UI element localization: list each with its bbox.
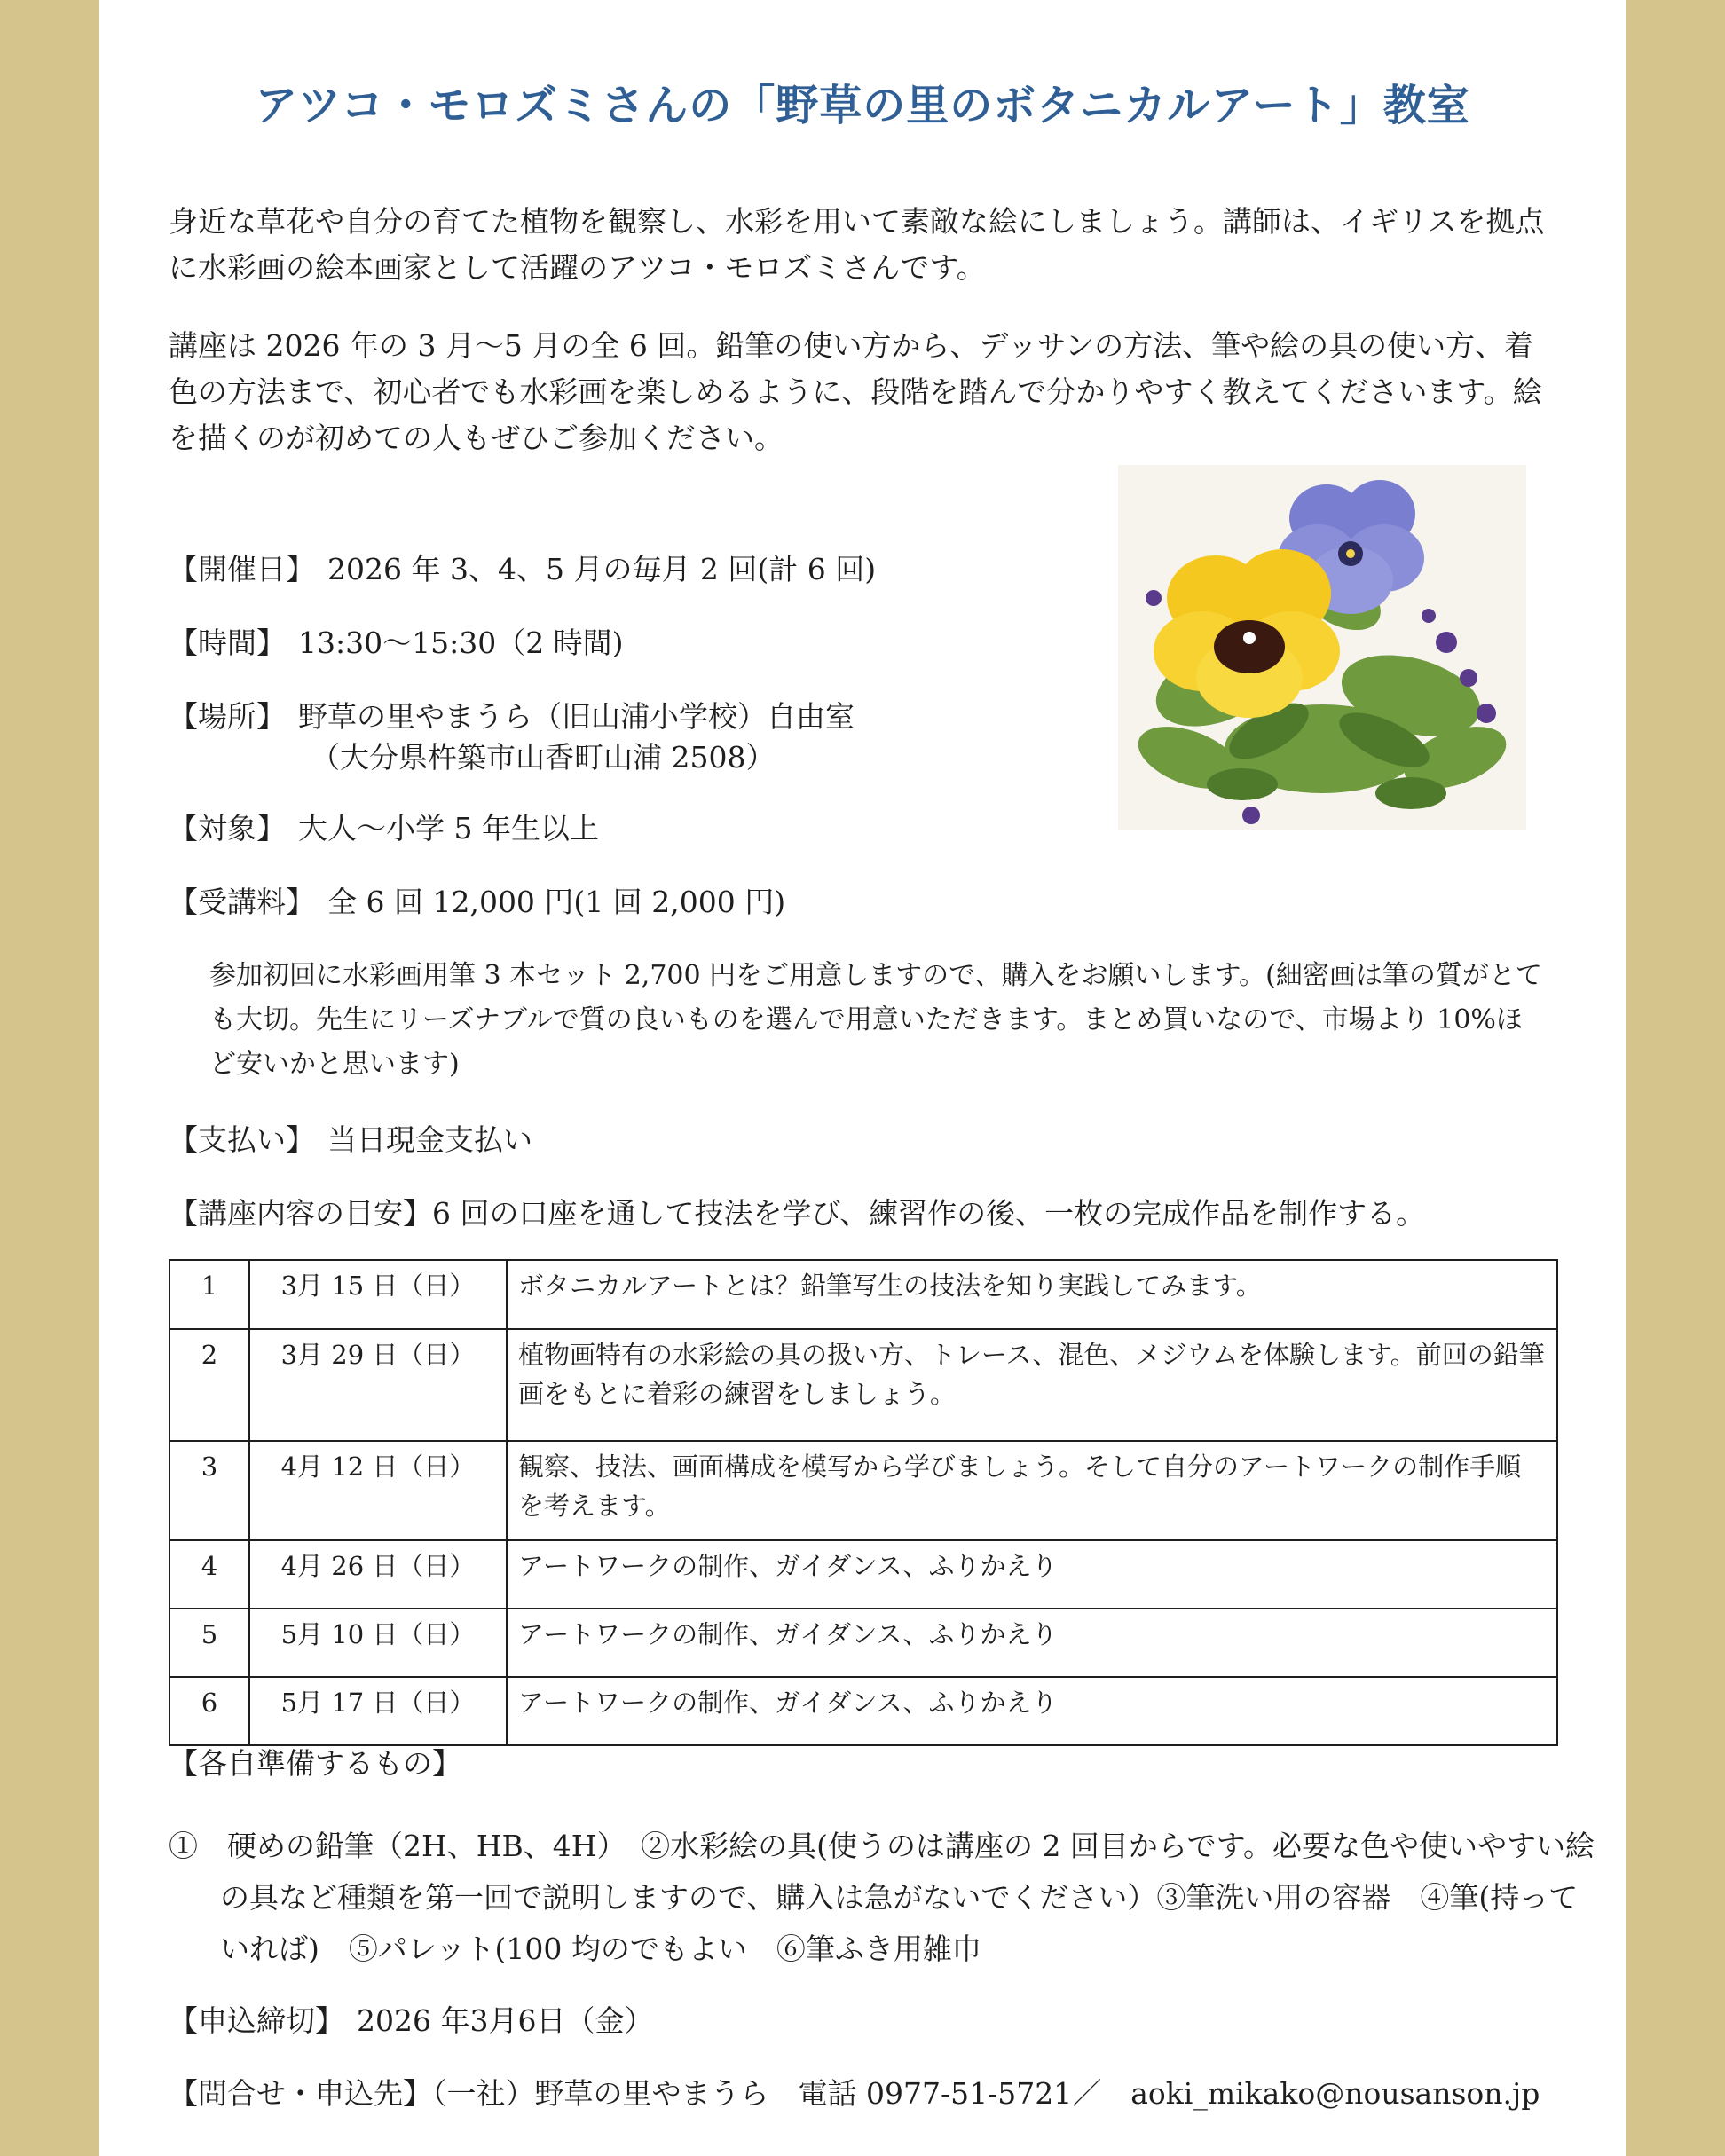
session-date: 3月 29 日（日）: [249, 1329, 507, 1441]
table-row: [169, 1329, 1557, 1441]
info-time: [169, 624, 624, 663]
info-payment-label: 【支払い】: [169, 1122, 315, 1157]
info-time-value: 13:30〜15:30（2 時間): [298, 626, 624, 660]
table-row: [169, 1609, 1557, 1677]
info-target: [169, 809, 599, 848]
info-payment-value: 当日現金支払い: [327, 1122, 532, 1157]
session-content: 観察、技法、画面構成を模写から学びましょう。そして自分のアートワークの制作手順を考えます。: [507, 1441, 1557, 1540]
info-place: [169, 697, 855, 736]
info-course-label: 【講座内容の目安】: [169, 1196, 432, 1231]
info-place-value: 野草の里やまうら（旧山浦小学校）自由室: [298, 699, 855, 734]
info-deadline: [169, 2002, 653, 2041]
session-number: 1: [169, 1260, 249, 1329]
session-number: 5: [169, 1609, 249, 1677]
intro-paragraph-2: 講座は 2026 年の 3 月〜5 月の全 6 回。鉛筆の使い方から、デッサンの方法、筆や絵の具の使い方、着色の方法まで、初心者でも水彩画を楽しめるように、段階を踏んで分かりやすく教えてくださいます。絵を描くのが初めての人もぜひご参加ください。: [169, 328, 1542, 455]
table-row: [169, 1677, 1557, 1745]
info-place-address: （大分県杵築市山香町山浦 2508）: [311, 740, 776, 775]
prep-heading: 【各自準備するもの】: [169, 1746, 461, 1781]
session-number: 3: [169, 1441, 249, 1540]
pansy-illustration: [1118, 465, 1526, 830]
table-row: [169, 1441, 1557, 1540]
intro-paragraph-1: 身近な草花や自分の育てた植物を観察し、水彩を用いて素敵な絵にしましょう。講師は、イギリスを拠点に水彩画の絵本画家として活躍のアツコ・モロズミさんです。: [169, 204, 1545, 285]
info-time-label: 【時間】: [169, 626, 286, 660]
schedule-table: [169, 1259, 1558, 1746]
session-content: アートワークの制作、ガイダンス、ふりかえり: [507, 1609, 1557, 1677]
info-fee-value: 全 6 回 12,000 円(1 回 2,000 円): [327, 885, 786, 919]
info-fee: [169, 883, 785, 922]
session-content: 植物画特有の水彩絵の具の扱い方、トレース、混色、メジウムを体験します。前回の鉛筆画をもとに着彩の練習をしましょう。: [507, 1329, 1557, 1441]
info-fee-label: 【受講料】: [169, 885, 315, 919]
session-number: 6: [169, 1677, 249, 1745]
info-contact-value: （一社）野草の里やまうら 電話 0977-51-5721／ aoki_mikako@nousanson.jp: [432, 2076, 1540, 2111]
info-target-label: 【対象】: [169, 811, 286, 846]
table-row: [169, 1260, 1557, 1329]
session-date: 3月 15 日（日）: [249, 1260, 507, 1329]
info-deadline-label: 【申込締切】: [169, 2003, 344, 2038]
info-contact: [169, 2074, 1540, 2113]
flyer-page: [99, 0, 1626, 2156]
session-content: アートワークの制作、ガイダンス、ふりかえり: [507, 1540, 1557, 1609]
info-contact-label: 【問合せ・申込先】: [169, 2076, 432, 2111]
table-row: [169, 1540, 1557, 1609]
info-date-label: 【開催日】: [169, 552, 315, 586]
info-deadline-value: 2026 年3月6日（金）: [357, 2003, 654, 2038]
fee-note: 参加初回に水彩画用筆 3 本セット 2,700 円をご用意しますので、購入をお願いします。(細密画は筆の質がとても大切。先生にリーズナブルで質の良いものを選んで用意いただきます。まとめ買いなので、市場より 10%ほど安いかと思います): [209, 960, 1542, 1080]
info-course-value: 6 回の口座を通して技法を学び、練習作の後、一枚の完成作品を制作する。: [432, 1196, 1426, 1231]
session-content: アートワークの制作、ガイダンス、ふりかえり: [507, 1677, 1557, 1745]
prep-items: ① 硬めの鉛筆（2H、HB、4H） ②水彩絵の具(使うのは講座の 2 回目からです。必要な色や使いやすい絵の具など種類を第一回で説明しますので、購入は急がないでください）③筆洗い用の容器 ④筆(持っていれば) ⑤パレット(100 均のでもよい ⑥筆ふき用雑巾: [169, 1829, 1595, 1966]
session-content: ボタニカルアートとは？鉛筆写生の技法を知り実践してみます。: [507, 1260, 1557, 1329]
info-date: [169, 550, 876, 589]
info-place-label: 【場所】: [169, 699, 286, 734]
info-date-value: 2026 年 3、4、5 月の毎月 2 回(計 6 回): [327, 552, 877, 586]
session-number: 2: [169, 1329, 249, 1441]
page-title: アツコ・モロズミさんの「野草の里のボタニカルアート」教室: [255, 81, 1470, 130]
session-number: 4: [169, 1540, 249, 1609]
session-date: 4月 12 日（日）: [249, 1441, 507, 1540]
info-payment: [169, 1121, 532, 1160]
session-date: 5月 10 日（日）: [249, 1609, 507, 1677]
info-target-value: 大人〜小学 5 年生以上: [298, 811, 599, 846]
session-date: 5月 17 日（日）: [249, 1677, 507, 1745]
info-course: [169, 1194, 1425, 1233]
session-date: 4月 26 日（日）: [249, 1540, 507, 1609]
